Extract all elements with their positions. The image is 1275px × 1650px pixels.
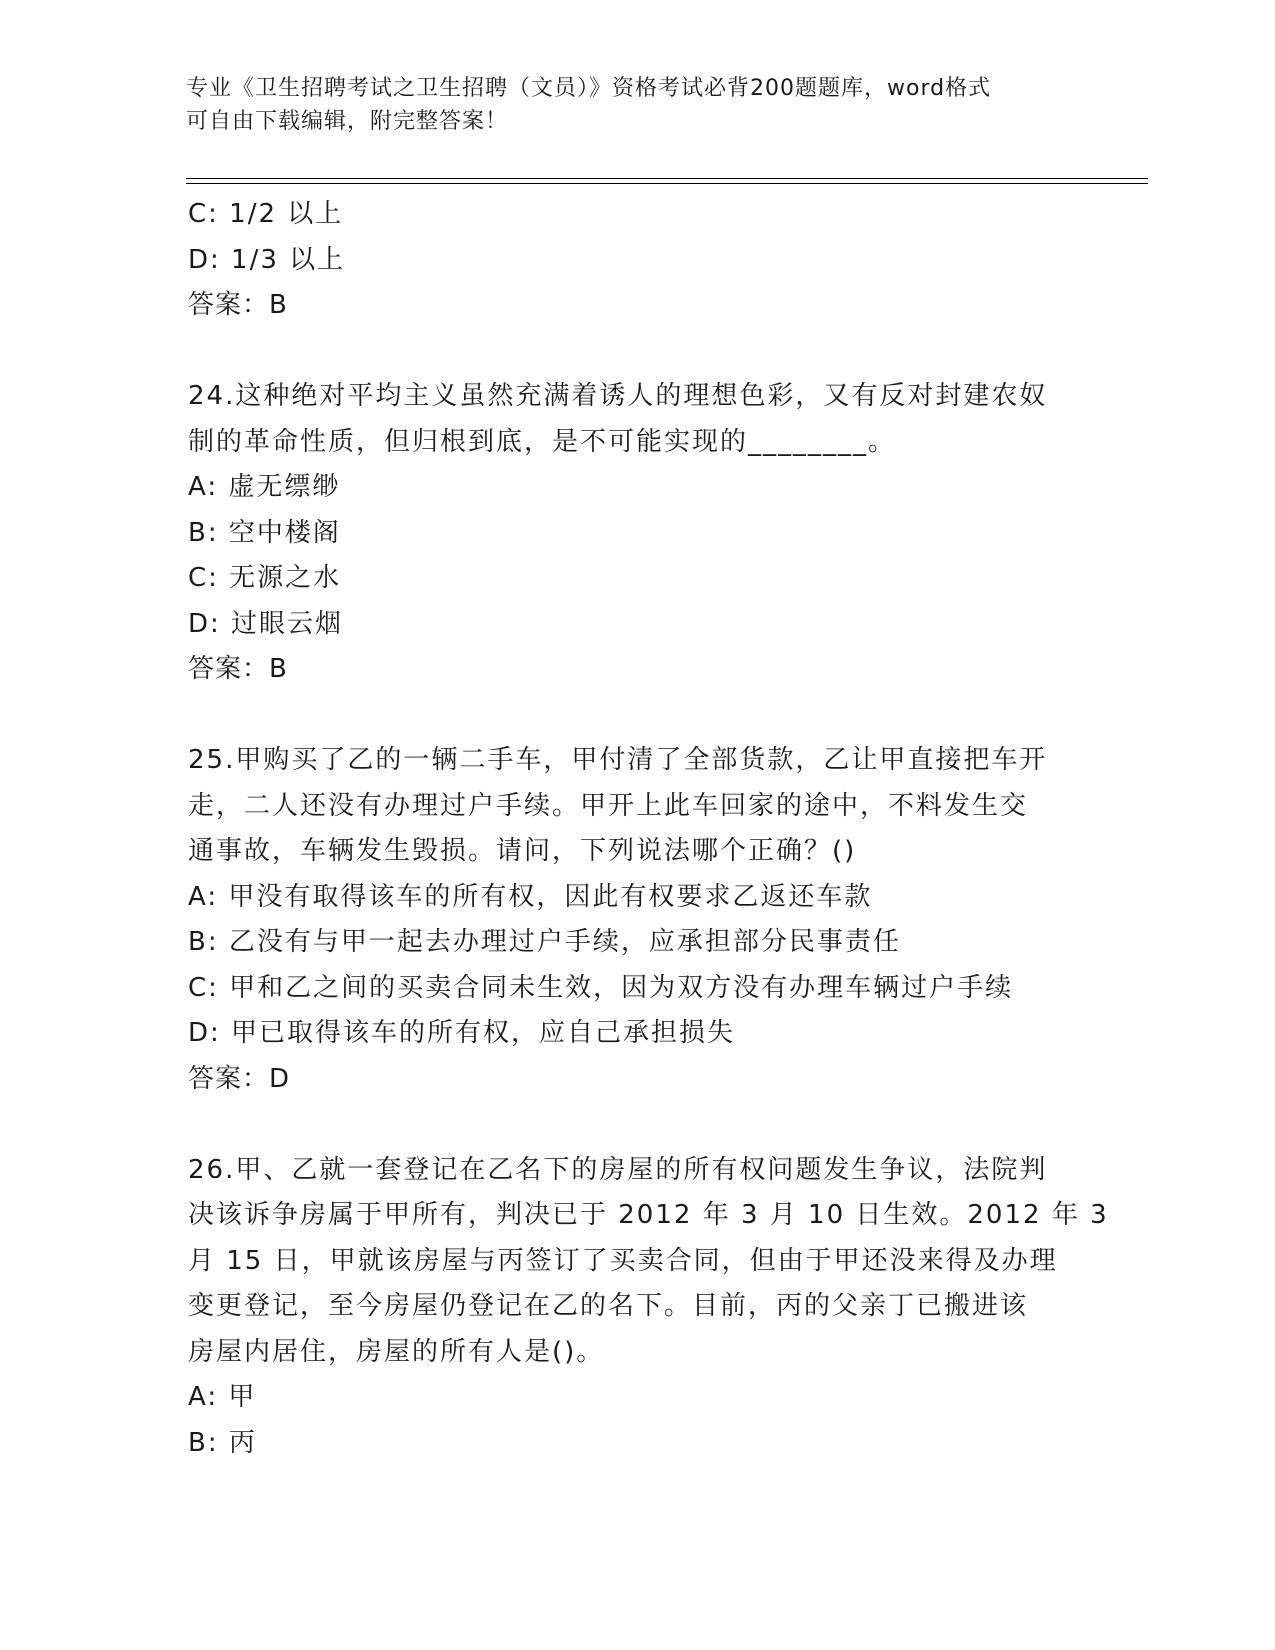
question-24 — [188, 374, 1088, 693]
option-a: A: 虚无缥缈 — [188, 472, 341, 502]
option-a: A: 甲没有取得该车的所有权，因此有权要求乙返还车款 — [188, 881, 873, 912]
question-25 — [188, 738, 1088, 1102]
question-text-line: 房屋内居住，房屋的所有人是()。 — [188, 1336, 605, 1367]
question-text-line: 25.甲购买了乙的一辆二手车，甲付清了全部货款，乙让甲直接把车开 — [188, 745, 1048, 775]
answer: 答案：D — [188, 1063, 291, 1094]
option-d: D: 甲已取得该车的所有权，应自己承担损失 — [188, 1018, 736, 1048]
question-26 — [188, 1148, 1109, 1467]
question-text-line: 走，二人还没有办理过户手续。甲开上此车回家的途中，不料发生交 — [188, 790, 1029, 821]
answer: 答案：B — [188, 654, 288, 684]
answer: 答案：B — [188, 290, 288, 320]
question-text-line: 制的革命性质，但归根到底，是不可能实现的________。 — [188, 426, 897, 457]
option-c: C: 1/2 以上 — [188, 199, 344, 229]
question-text-line: 24.这种绝对平均主义虽然充满着诱人的理想色彩，又有反对封建农奴 — [188, 381, 1048, 411]
header-divider-top — [186, 178, 1148, 179]
spacer — [188, 693, 1088, 739]
question-text-line: 26.甲、乙就一套登记在乙名下的房屋的所有权问题发生争议，法院判 — [188, 1154, 1048, 1185]
option-b: B: 乙没有与甲一起去办理过户手续，应承担部分民事责任 — [188, 927, 901, 957]
header-divider-bottom — [186, 183, 1148, 184]
option-d: D: 过眼云烟 — [188, 608, 344, 639]
spacer — [188, 1102, 1088, 1148]
spacer — [188, 329, 1088, 375]
question-23-tail — [188, 192, 1088, 329]
header-line-2: 可自由下载编辑，附完整答案！ — [186, 109, 509, 134]
question-text-line: 变更登记，至今房屋仍登记在乙的名下。目前，丙的父亲丁已搬进该 — [188, 1291, 1029, 1321]
question-text-line: 通事故，车辆发生毁损。请问，下列说法哪个正确？() — [188, 836, 857, 866]
question-text-line: 月 15 日，甲就该房屋与丙签订了买卖合同，但由于甲还没来得及办理 — [188, 1245, 1058, 1276]
option-b: B: 空中楼阁 — [188, 517, 341, 548]
question-content — [188, 192, 1109, 1466]
option-d: D: 1/3 以上 — [188, 244, 346, 275]
question-text-line: 决该诉争房属于甲所有，判决已于 2012 年 3 月 10 日生效。2012 年 3 — [188, 1200, 1109, 1230]
option-c: C: 无源之水 — [188, 563, 342, 593]
header-line-1: 专业《卫生招聘考试之卫生招聘（文员）》资格考试必背200题题库，word格式 — [186, 76, 992, 101]
option-b: B: 丙 — [188, 1427, 257, 1458]
document-header — [186, 72, 1086, 138]
option-c: C: 甲和乙之间的买卖合同未生效，因为双方没有办理车辆过户手续 — [188, 972, 1014, 1003]
option-a: A: 甲 — [188, 1382, 257, 1412]
